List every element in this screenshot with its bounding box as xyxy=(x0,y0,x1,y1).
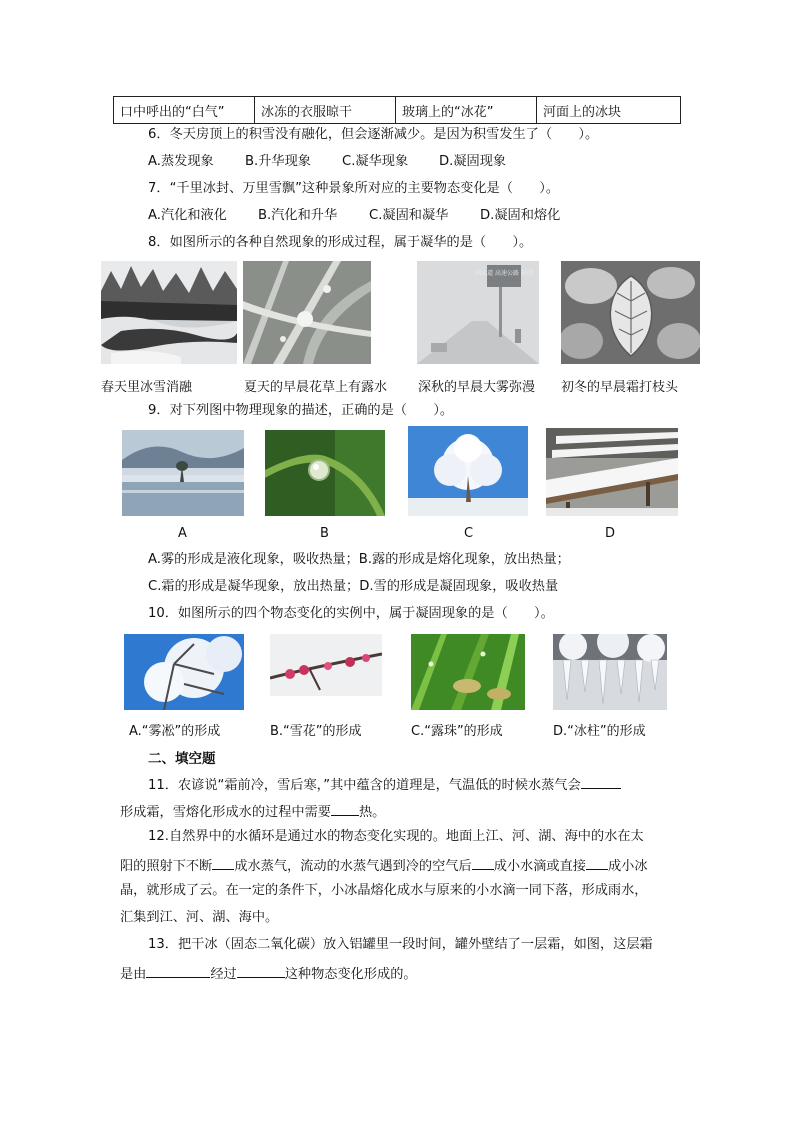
plum-snow-photo xyxy=(270,634,382,710)
q6-option-d: D.凝固现象 xyxy=(439,154,507,169)
icicles-photo xyxy=(553,634,667,710)
table-cell: 冰冻的衣服晾干 xyxy=(255,97,396,124)
answer-blank[interactable] xyxy=(212,855,234,870)
q9-label-c: C xyxy=(464,526,474,541)
q13-line-1: 13．把干冰（固态二氧化碳）放入铝罐里一段时间，罐外壁结了一层霜，如图，这层霜 xyxy=(148,937,653,952)
q13-text-2b: 经过 xyxy=(210,967,237,982)
q13-text-2c: 这种物态变化形成的。 xyxy=(284,967,417,982)
q12-line-4: 汇集到江、河、湖、海中。 xyxy=(120,910,279,925)
answer-blank[interactable] xyxy=(586,855,608,870)
q8-caption-1: 春天里冰雪消融 xyxy=(101,380,193,395)
section-title: 二、填空题 xyxy=(148,751,216,767)
q7-option-c: C.凝固和凝华 xyxy=(369,208,449,223)
q12-text-2d: 成小冰 xyxy=(608,859,648,874)
answer-blank[interactable] xyxy=(237,963,285,978)
q13-text-2a: 是由 xyxy=(120,967,147,982)
q12-line-1: 12.自然界中的水循环是通过水的物态变化实现的。地面上江、河、湖、海中的水在太 xyxy=(148,829,644,844)
q12-text-2b: 成水蒸气，流动的水蒸气遇到冷的空气后 xyxy=(234,859,472,874)
fog-lake-photo xyxy=(122,430,244,516)
q7-option-b: B.汽化和升华 xyxy=(258,208,338,223)
q6-option-b: B.升华现象 xyxy=(245,154,311,169)
frost-tree-photo xyxy=(408,426,528,516)
q11-text-2: 形成霜，雪熔化形成水的过程中需要 xyxy=(120,805,331,820)
dew-grass-photo xyxy=(243,261,371,364)
options-table xyxy=(113,96,681,124)
question-9-stem: 9．对下列图中物理现象的描述，正确的是（ ）。 xyxy=(148,403,454,418)
q8-caption-2: 夏天的早晨花草上有露水 xyxy=(244,380,388,395)
answer-blank[interactable] xyxy=(472,855,494,870)
table-cell: 玻璃上的“冰花” xyxy=(396,97,537,124)
question-6-stem: 6．冬天房顶上的积雪没有融化，但会逐渐减少。是因为积雪发生了（ ）。 xyxy=(148,127,599,142)
rime-tree-photo xyxy=(124,634,244,710)
answer-blank[interactable] xyxy=(331,801,359,816)
answer-blank[interactable] xyxy=(581,774,621,789)
q8-caption-3: 深秋的早晨大雾弥漫 xyxy=(418,380,536,395)
q13-line-2 xyxy=(120,963,417,984)
road-sign-text: 国大道 高速公路 封闭 xyxy=(475,270,533,277)
question-10-stem: 10．如图所示的四个物态变化的实例中，属于凝固现象的是（ ）。 xyxy=(148,606,554,621)
q12-line-2 xyxy=(120,855,648,876)
table-cell: 口中呼出的“白气” xyxy=(114,97,255,124)
frost-leaves-photo xyxy=(561,261,700,364)
q9-options-line-1: A.雾的形成是液化现象，吸收热量；B.露的形成是熔化现象，放出热量； xyxy=(148,552,570,567)
q8-caption-4: 初冬的早晨霜打枝头 xyxy=(561,380,679,395)
question-7-stem: 7．“千里冰封、万里雪飘”这种景象所对应的主要物态变化是（ ）。 xyxy=(148,181,560,196)
q10-caption-d: D.“冰柱”的形成 xyxy=(553,724,646,739)
question-8-stem: 8．如图所示的各种自然现象的形成过程，属于凝华的是（ ）。 xyxy=(148,235,533,250)
answer-blank[interactable] xyxy=(146,963,210,978)
snow-bench-photo xyxy=(546,428,678,516)
q11-text-2b: 热。 xyxy=(359,805,386,820)
q12-text-2c: 成小水滴或直接 xyxy=(493,859,586,874)
q9-label-d: D xyxy=(605,526,616,541)
q11-text-1: 11．农谚说“霜前冷，雪后寒，”其中蕴含的道理是，气温低的时候水蒸气会 xyxy=(148,778,581,793)
melting-snow-photo xyxy=(101,261,237,364)
dew-grass-green-photo xyxy=(411,634,525,710)
q11-line-2 xyxy=(120,801,385,822)
dewdrop-photo xyxy=(265,430,385,516)
fog-road-photo xyxy=(417,261,539,364)
q10-caption-a: A.“雾凇”的形成 xyxy=(129,724,221,739)
q9-options-line-2: C.霜的形成是凝华现象，放出热量；D.雪的形成是凝固现象，吸收热量 xyxy=(148,579,559,594)
q7-option-a: A.汽化和液化 xyxy=(148,208,227,223)
table-cell: 河面上的冰块 xyxy=(537,97,681,124)
q9-label-b: B xyxy=(320,526,329,541)
q10-caption-c: C.“露珠”的形成 xyxy=(411,724,503,739)
q12-line-3: 晶，就形成了云。在一定的条件下，小冰晶熔化成水与原来的小水滴一同下落，形成雨水， xyxy=(120,883,648,898)
q12-text-2a: 阳的照射下不断 xyxy=(120,859,213,874)
q11-line-1 xyxy=(148,774,621,795)
q10-caption-b: B.“雪花”的形成 xyxy=(270,724,362,739)
q6-option-a: A.蒸发现象 xyxy=(148,154,214,169)
q7-option-d: D.凝固和熔化 xyxy=(480,208,561,223)
q6-option-c: C.凝华现象 xyxy=(342,154,409,169)
q9-label-a: A xyxy=(178,526,187,541)
